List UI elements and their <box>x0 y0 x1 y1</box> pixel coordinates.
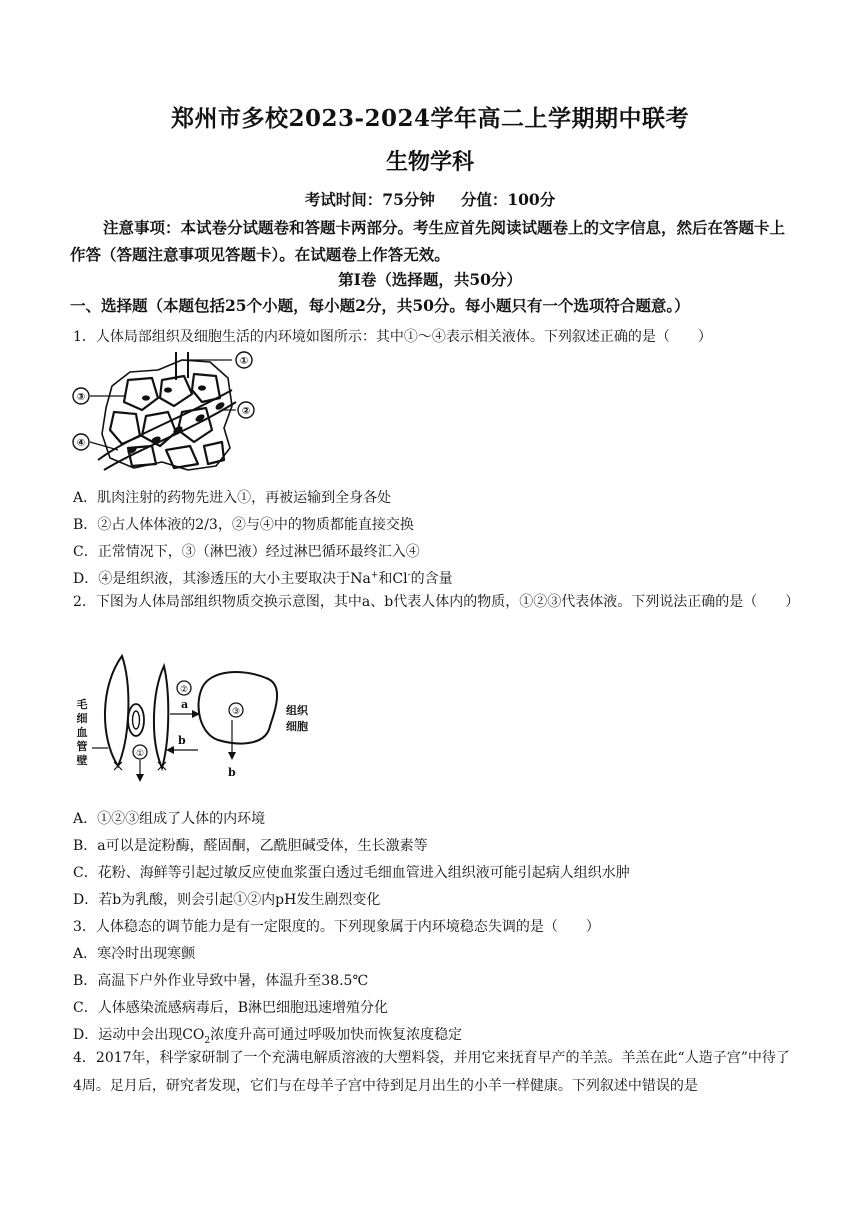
question-3-option-b: B．高温下户外作业导致中暑，体温升至38.5℃ <box>73 973 369 989</box>
fig1-label-3: ③ <box>76 392 86 403</box>
fig1-label-2: ② <box>241 406 251 417</box>
question-2-figure <box>70 652 330 784</box>
question-3-option-c: C．人体感染流感病毒后，B淋巴细胞迅速增殖分化 <box>73 1000 388 1016</box>
question-1-stem: 1．人体局部组织及细胞生活的内环境如图所示：其中①～④表示相关液体。下列叙述正确的是（ ） <box>73 329 712 345</box>
question-3-option-d: D．运动中会出现$CO_2$浓度升高可通过呼吸加快而恢复浓度稳定 <box>73 1027 463 1046</box>
part-heading: 一、选择题（本题包括25个小题，每小题2分，共50分。每小题只有一个选项符合题意。） <box>70 296 690 315</box>
fig2-wall-char-2: 细 <box>76 712 88 725</box>
fig2-label-3: ③ <box>231 707 241 717</box>
question-2-option-a: A．①②③组成了人体的内环境 <box>73 811 266 827</box>
question-2-option-d: D．若b为乳酸，则会引起①②内pH发生剧烈变化 <box>73 892 381 908</box>
question-3-option-a: A．寒冷时出现寒颤 <box>73 946 196 962</box>
fig2-label-2: ② <box>179 685 189 695</box>
section-title: 第I卷（选择题，共50分） <box>338 270 522 289</box>
question-1-option-a: A．肌肉注射的药物先进入①，再被运输到全身各处 <box>73 490 392 506</box>
exam-time: 考试时间：75分钟 <box>304 190 435 209</box>
fig1-label-4: ④ <box>76 438 86 449</box>
fig2-cell-label-2: 细胞 <box>286 720 308 733</box>
exam-score: 分值：100分 <box>460 190 556 209</box>
fig2-label-a: a <box>181 698 189 711</box>
fig2-wall-char-1: 毛 <box>76 698 88 711</box>
fig2-cell-label-1: 组织 <box>286 704 308 717</box>
subject-title: 生物学科 <box>385 149 474 175</box>
exam-meta <box>0 188 860 210</box>
fig2-label-b1: b <box>178 734 186 747</box>
question-2-stem: 2．下图为人体局部组织物质交换示意图，其中a、b代表人体内的物质，①②③代表体液。下列说法正确的是（ ） <box>73 594 800 610</box>
fig2-wall-char-4: 管 <box>76 740 88 753</box>
question-1-option-d: D．④是组织液，其渗透压的大小主要取决于Na+和Cl-的含量 <box>73 570 453 587</box>
exam-notice: 注意事项：本试卷分试题卷和答题卡两部分。考生应首先阅读试题卷上的文字信息，然后在答题卡上作答（答题注意事项见答题卡）。在试题卷上作答无效。 <box>70 218 786 264</box>
exam-title: 郑州市多校2023-2024学年高二上学期期中联考 <box>170 105 690 132</box>
question-2-option-b: B．a可以是淀粉酶，醛固酮，乙酰胆碱受体，生长激素等 <box>73 838 428 854</box>
fig2-label-1: ① <box>135 749 145 759</box>
fig2-label-b2: b <box>228 766 236 779</box>
question-2-option-c: C．花粉、海鲜等引起过敏反应使血浆蛋白透过毛细血管进入组织液可能引起病人组织水肿 <box>73 865 630 881</box>
fig1-label-1: ① <box>239 356 249 367</box>
question-1-option-b: B．②占人体体液的2/3，②与④中的物质都能直接交换 <box>73 517 414 533</box>
question-1-figure <box>70 350 270 478</box>
question-3-stem: 3．人体稳态的调节能力是有一定限度的。下列现象属于内环境稳态失调的是（ ） <box>73 919 600 935</box>
fig2-wall-char-3: 血 <box>76 726 88 739</box>
fig2-wall-char-5: 壁 <box>76 754 88 767</box>
question-4-stem: 4．2017年，科学家研制了一个充满电解质溶液的大塑料袋，并用它来抚育早产的羊羔。羊羔在此“人造子宫”中待了4周。足月后，研究者发现，它们与在母羊子宫中待到足月出生的小羊一样健康。下列叙述中错误的是 <box>73 1050 790 1094</box>
question-1-option-c: C．正常情况下，③（淋巴液）经过淋巴循环最终汇入④ <box>73 544 420 560</box>
